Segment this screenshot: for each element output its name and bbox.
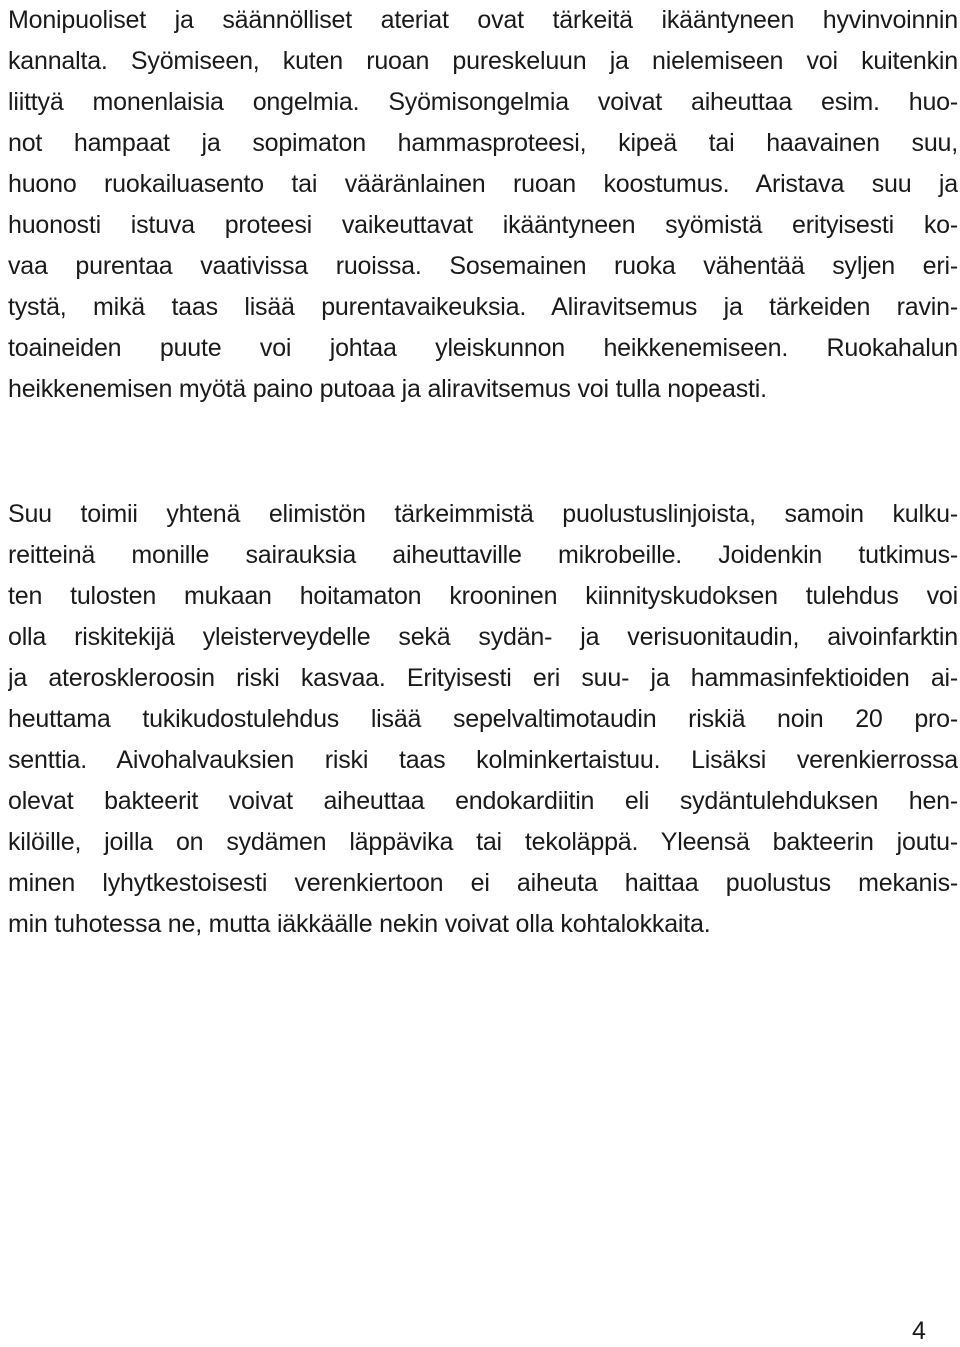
page-number: 4 (912, 1317, 926, 1345)
text-line: vaa purentaa vaativissa ruoissa. Sosemainen ruoka vähentää syljen eri- (8, 252, 958, 280)
text-line: olevat bakteerit voivat aiheuttaa endokardiitin eli sydäntulehduksen hen- (8, 787, 958, 815)
paragraph-nutrition (8, 0, 958, 410)
text-line: tystä, mikä taas lisää purentavaikeuksia. Aliravitsemus ja tärkeiden ravin- (8, 293, 958, 321)
text-line: huono ruokailuasento tai vääränlainen ruoan koostumus. Aristava suu ja (8, 170, 958, 198)
paragraph-oral-health (8, 494, 958, 945)
text-line: ja ateroskleroosin riski kasvaa. Erityisesti eri suu- ja hammasinfektioiden ai- (8, 664, 958, 692)
text-line: minen lyhytkestoisesti verenkiertoon ei aiheuta haittaa puolustus mekanis- (8, 869, 958, 897)
text-line: Suu toimii yhtenä elimistön tärkeimmistä puolustuslinjoista, samoin kulku- (8, 500, 958, 528)
text-line: kilöille, joilla on sydämen läppävika tai tekoläppä. Yleensä bakteerin joutu- (8, 828, 958, 856)
text-line: kannalta. Syömiseen, kuten ruoan pureskeluun ja nielemiseen voi kuitenkin (8, 47, 958, 75)
text-line: liittyä monenlaisia ongelmia. Syömisongelmia voivat aiheuttaa esim. huo- (8, 88, 958, 116)
text-line: toaineiden puute voi johtaa yleiskunnon heikkenemiseen. Ruokahalun (8, 334, 958, 362)
text-line: huonosti istuva proteesi vaikeuttavat ikääntyneen syömistä erityisesti ko- (8, 211, 958, 239)
text-line-last: heikkenemisen myötä paino putoaa ja aliravitsemus voi tulla nopeasti. (8, 375, 767, 403)
text-line: Monipuoliset ja säännölliset ateriat ovat tärkeitä ikääntyneen hyvinvoinnin (8, 6, 958, 34)
text-line: not hampaat ja sopimaton hammasproteesi, kipeä tai haavainen suu, (8, 129, 958, 157)
text-line: olla riskitekijä yleisterveydelle sekä sydän- ja verisuonitaudin, aivoinfarktin (8, 623, 958, 651)
text-line-last: min tuhotessa ne, mutta iäkkäälle nekin voivat olla kohtalokkaita. (8, 910, 711, 938)
text-line: ten tulosten mukaan hoitamaton krooninen kiinnityskudoksen tulehdus voi (8, 582, 958, 610)
text-line: senttia. Aivohalvauksien riski taas kolminkertaistuu. Lisäksi verenkierrossa (8, 746, 958, 774)
text-line: reitteinä monille sairauksia aiheuttaville mikrobeille. Joidenkin tutkimus- (8, 541, 958, 569)
text-line: heuttama tukikudostulehdus lisää sepelvaltimotaudin riskiä noin 20 pro- (8, 705, 958, 733)
